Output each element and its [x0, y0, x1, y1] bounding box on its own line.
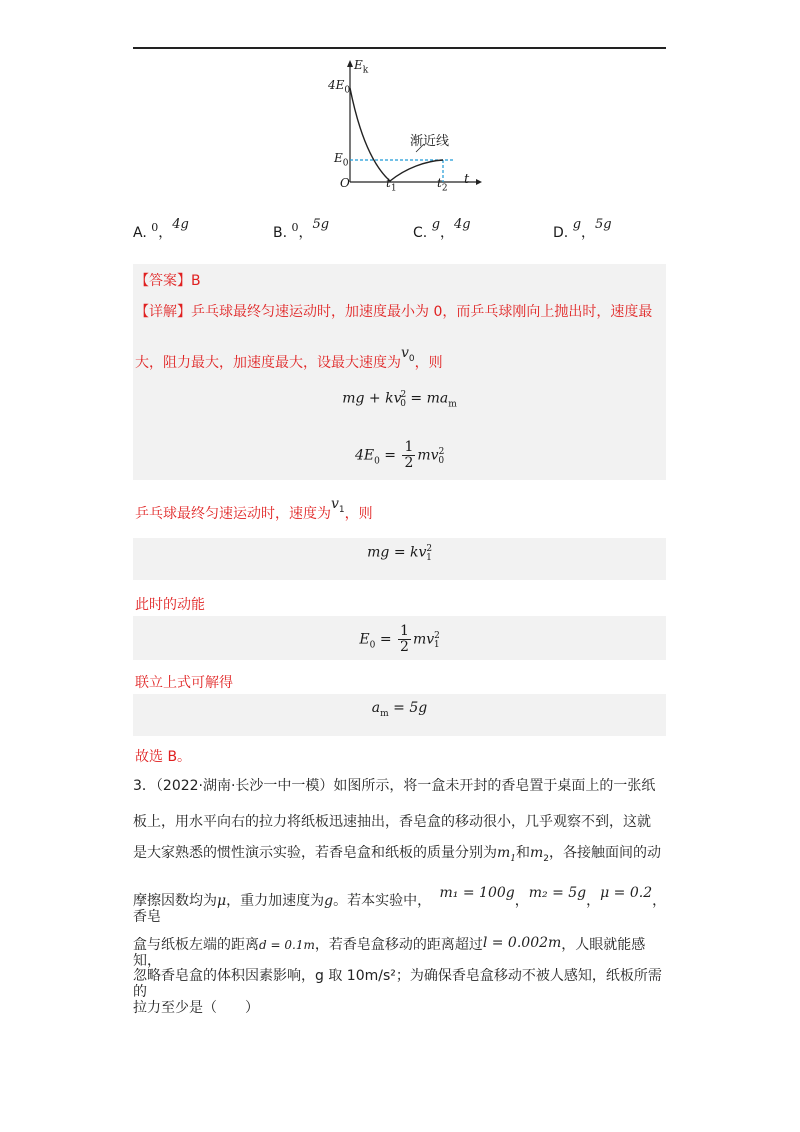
option-b: B. $^0$，5g [273, 217, 330, 241]
x-tick-t1: $t_1$ [386, 176, 397, 194]
equation-4: $E_0$ = $\frac{1}{2}$ $mv^2_1$ [359, 623, 440, 655]
speed-line: 乒乓球最终匀速运动时，速度为$v_1$，则 [135, 496, 373, 522]
ek-t-graph [326, 58, 486, 198]
q3-line-2: 板上，用水平向右的拉力将纸板迅速抽出，香皂盒的移动很小，几乎观察不到，这就 [133, 814, 651, 830]
q3-line-4: 摩擦因数均为μ，重力加速度为g。若本实验中， m₁ = 100g，m₂ = 5g，μ = 0.2，香皂 [133, 885, 667, 925]
x-axis-label: t [464, 172, 470, 187]
origin-label: O [340, 176, 350, 190]
option-a: A. $^0$，4g [133, 217, 189, 241]
answer-label: 【答案】B [135, 273, 201, 289]
x-axis-arrow [476, 179, 482, 185]
x-tick-t2: $t_2$ [437, 176, 448, 194]
equation-2: $4E_0$ = $\frac{1}{2}$ $mv^2_0$ [354, 439, 445, 471]
y-axis-label: $E_k$ [354, 58, 369, 76]
combine-line: 联立上式可解得 [135, 675, 233, 691]
option-c: C. g，4g [413, 217, 471, 241]
q3-line-1: 3．（2022·湖南·长沙一中一模）如图所示，将一盒未开封的香皂置于桌面上的一张纸 [133, 778, 656, 794]
header-rule [133, 47, 666, 49]
choose-b-line: 故选 B。 [135, 749, 192, 765]
equation-3: mg = $kv^2_1$ [367, 544, 433, 564]
equation-5: $a_m = 5g$ [371, 700, 428, 719]
y-axis-arrow [347, 60, 353, 67]
y-tick-e0: $E_0$ [334, 151, 349, 169]
asymptote-annotation: 渐近线 [410, 134, 450, 149]
option-d: D. g，5g [553, 217, 612, 241]
kinetic-energy-line: 此时的动能 [135, 597, 205, 613]
y-tick-4e0: $4E_0$ [328, 78, 351, 96]
q3-line-6: 忽略香皂盒的体积因素影响，g 取 10m/s²；为确保香皂盒移动不被人感知，纸板所需的 [133, 968, 662, 1000]
q3-line-7: 拉力至少是（ ） [133, 1000, 259, 1016]
q3-line-5: 盒与纸板左端的距离d = 0.1m，若香皂盒移动的距离超过l = 0.002m，人眼就能感知， [133, 935, 646, 969]
equation-1: mg + $kv^2_0 = ma_m$ [342, 390, 457, 410]
q3-line-3: 是大家熟悉的惯性演示实验，若香皂盒和纸板的质量分别为$m_1$和$m_2$，各接触面间的动 [133, 845, 662, 864]
detail-line-2: 大，阻力最大，加速度最大，设最大速度为$v_0$，则 [135, 345, 443, 371]
detail-line-1: 【详解】乒乓球最终匀速运动时，加速度最小为 0，而乒乓球刚向上抛出时，速度最 [135, 304, 653, 320]
